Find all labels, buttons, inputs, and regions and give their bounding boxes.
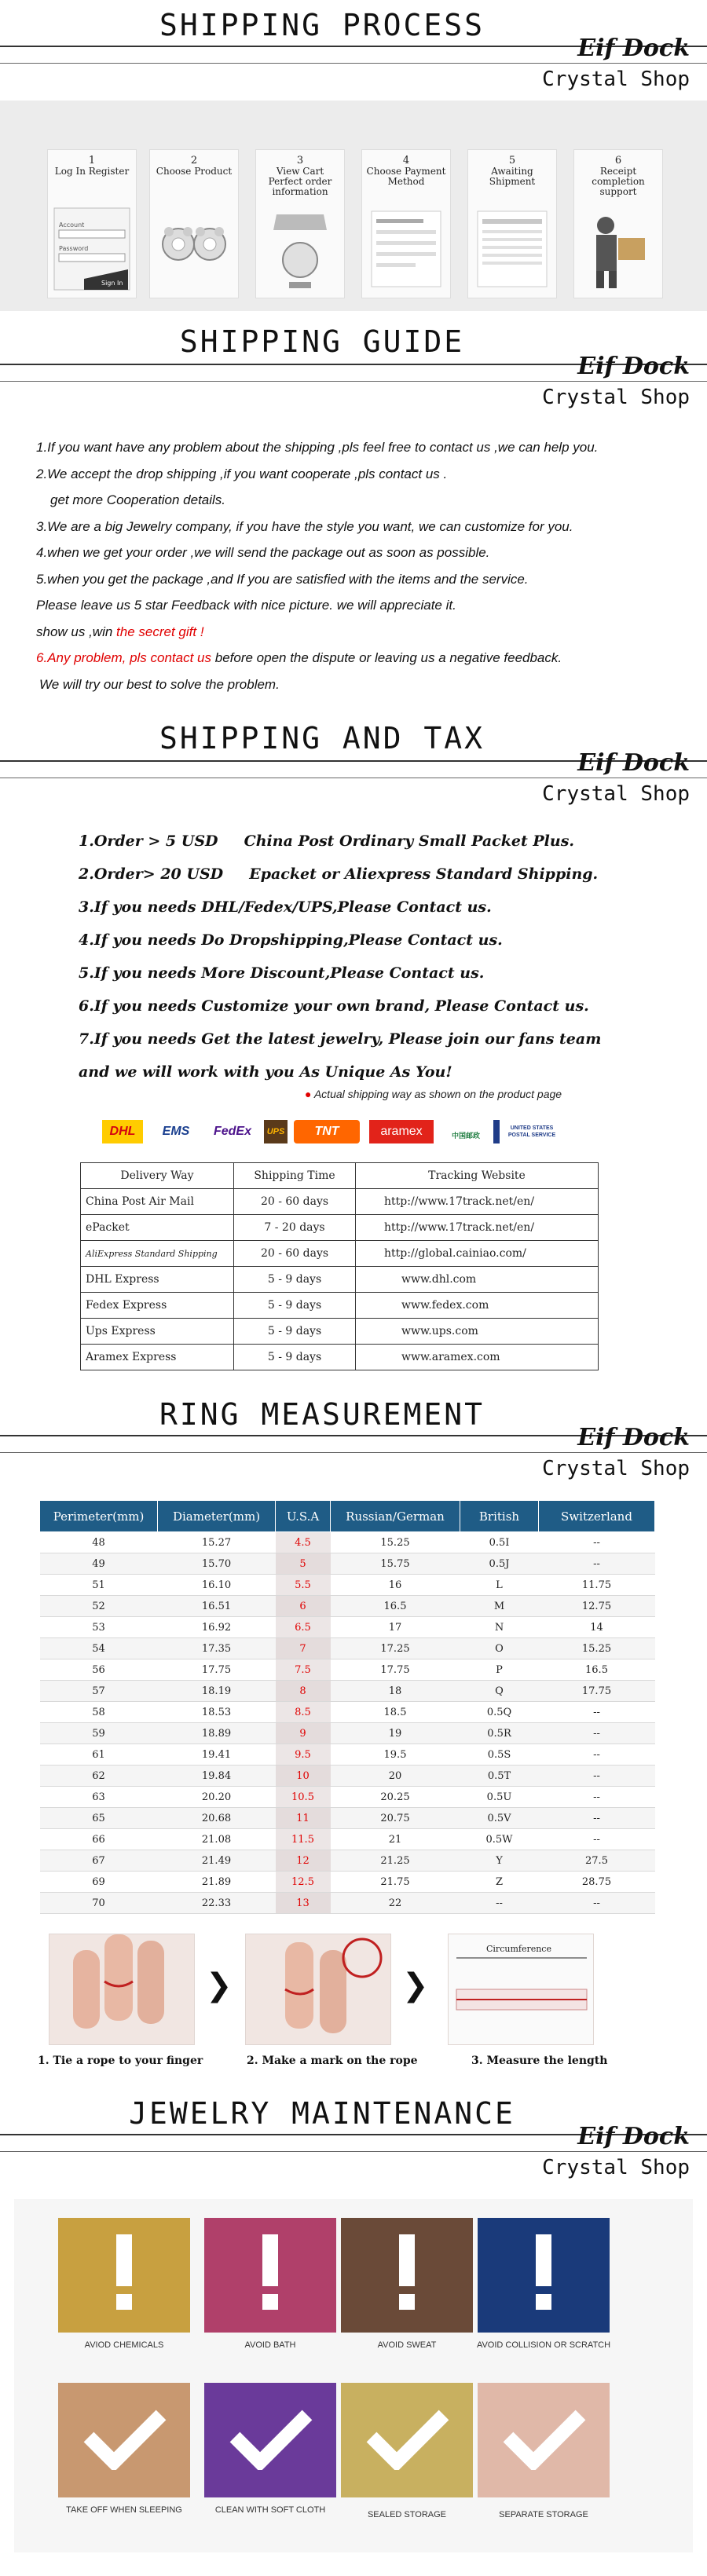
table-row: [40, 1829, 655, 1850]
guide-line: 4.when we get your order ,we will send the package out as soon as possible.: [36, 545, 490, 560]
guide-line: 1.If you want have any problem about the shipping ,pls feel free to contact us ,we can help you.: [36, 440, 599, 455]
aramex-logo: aramex: [369, 1120, 434, 1143]
guide-number: 6.: [36, 650, 48, 665]
cell: 5.5: [276, 1575, 331, 1596]
column-header: Shipping Time: [234, 1163, 356, 1189]
measure-step-image: [448, 1934, 594, 2045]
check-icon: [500, 2407, 587, 2473]
brand-subtitle: Crystal Shop: [542, 68, 690, 91]
cell: 65: [40, 1808, 158, 1829]
cell: 20.25: [331, 1787, 460, 1808]
tracking-link[interactable]: http://global.cainiao.com/: [356, 1241, 599, 1267]
check-icon: [364, 2407, 450, 2473]
cell: Z: [460, 1872, 539, 1893]
table-row: [40, 1659, 655, 1681]
maintenance-caption: CLEAN WITH SOFT CLOTH: [214, 2505, 326, 2515]
cell: 5 - 9 days: [234, 1319, 356, 1345]
table-row: [40, 1681, 655, 1702]
cell: ePacket: [81, 1215, 234, 1241]
cell: 18.89: [158, 1723, 276, 1744]
ups-logo: UPS: [264, 1120, 288, 1143]
ems-logo: EMS: [162, 1125, 190, 1138]
cell: --: [539, 1893, 655, 1914]
cell: 0.5U: [460, 1787, 539, 1808]
cell: 12.5: [276, 1872, 331, 1893]
cell: 16.51: [158, 1596, 276, 1617]
section-title: SHIPPING PROCESS: [159, 8, 485, 42]
guide-line: We will try our best to solve the problem.: [39, 676, 280, 692]
cell: 52: [40, 1596, 158, 1617]
step-label: Log In Register: [54, 166, 130, 177]
cell: 19.84: [158, 1766, 276, 1787]
tax-line: 5.If you needs More Discount,Please Contact us.: [79, 964, 485, 982]
guide-line: 2.We accept the drop shipping ,if you want cooperate ,pls contact us .: [36, 466, 448, 481]
brand-subtitle: Crystal Shop: [542, 386, 690, 409]
measure-step-caption: 1. Tie a rope to your finger: [38, 2055, 203, 2067]
cell: 10: [276, 1766, 331, 1787]
tax-line: 7.If you needs Get the latest jewelry, Please join our fans team: [79, 1030, 602, 1048]
cell: China Post Air Mail: [81, 1189, 234, 1215]
cell: 0.5T: [460, 1766, 539, 1787]
shipment-form-icon: [473, 207, 551, 291]
cell: 16.10: [158, 1575, 276, 1596]
step-label: Choose Payment Method: [366, 166, 446, 187]
cell: 15.25: [331, 1532, 460, 1553]
earring-product-icon: [155, 207, 233, 291]
cell: 20.75: [331, 1808, 460, 1829]
cell: 67: [40, 1850, 158, 1872]
cell: 17.75: [539, 1681, 655, 1702]
table-row: [81, 1215, 599, 1241]
cell: Fedex Express: [81, 1293, 234, 1319]
cell: 8.5: [276, 1702, 331, 1723]
maintenance-caption: AVOID SWEAT: [377, 2340, 437, 2350]
cell: 8: [276, 1681, 331, 1702]
cell: Q: [460, 1681, 539, 1702]
brand-subtitle: Crystal Shop: [542, 782, 690, 806]
shipping-tax-list: [79, 825, 676, 1089]
maintenance-tile-sleeping: [58, 2383, 190, 2497]
cell: --: [460, 1893, 539, 1914]
carrier-logos: [102, 1115, 605, 1150]
process-step: [149, 149, 239, 298]
cell: 53: [40, 1617, 158, 1638]
tax-line: 3.If you needs DHL/Fedex/UPS,Please Contact us.: [79, 898, 492, 916]
cell: 0.5W: [460, 1829, 539, 1850]
cell: 11: [276, 1808, 331, 1829]
warning-icon: [525, 2234, 562, 2316]
delivery-person-icon: [579, 207, 658, 291]
cell: 19: [331, 1723, 460, 1744]
cell: 28.75: [539, 1872, 655, 1893]
table-row: [40, 1532, 655, 1553]
cart-icon: [261, 207, 339, 291]
fedex-logo: FedEx: [213, 1125, 251, 1138]
section-title: JEWELRY MAINTENANCE: [129, 2096, 515, 2131]
cell: 11.75: [539, 1575, 655, 1596]
cell: 18.53: [158, 1702, 276, 1723]
cell: 17.35: [158, 1638, 276, 1659]
maintenance-panel: [14, 2199, 693, 2552]
cell: --: [539, 1829, 655, 1850]
cell: Y: [460, 1850, 539, 1872]
table-row: [81, 1189, 599, 1215]
cell: 5 - 9 days: [234, 1293, 356, 1319]
cell: 6.5: [276, 1617, 331, 1638]
cell: --: [539, 1702, 655, 1723]
section-header-guide: [0, 318, 707, 409]
table-row: [40, 1787, 655, 1808]
cell: P: [460, 1659, 539, 1681]
maintenance-caption: AVIOD CHEMICALS: [84, 2340, 164, 2350]
cell: AliExpress Standard Shipping: [81, 1241, 234, 1267]
section-title: RING MEASUREMENT: [159, 1397, 485, 1432]
cell: 69: [40, 1872, 158, 1893]
table-row: [40, 1766, 655, 1787]
cell: 17.75: [331, 1659, 460, 1681]
cell: 22.33: [158, 1893, 276, 1914]
guide-line: Please leave us 5 star Feedback with nice picture. we will appreciate it.: [36, 598, 456, 613]
cell: 5 - 9 days: [234, 1267, 356, 1293]
cell: 17.25: [331, 1638, 460, 1659]
tax-line: 2.Order> 20 USD Epacket or Aliexpress Standard Shipping.: [79, 865, 599, 883]
cell: 10.5: [276, 1787, 331, 1808]
payment-form-icon: [367, 207, 445, 291]
step-label: Awaiting Shipment: [489, 166, 536, 187]
usps-logo: UNITED STATES POSTAL SERVICE: [493, 1120, 564, 1143]
contact-us-text: Any problem, pls contact us: [47, 650, 212, 665]
maintenance-tile-bath: [204, 2218, 336, 2333]
cell: 0.5V: [460, 1808, 539, 1829]
cell: 12: [276, 1850, 331, 1872]
cell: 20: [331, 1766, 460, 1787]
cell: 15.27: [158, 1532, 276, 1553]
section-title: SHIPPING GUIDE: [179, 324, 465, 359]
cell: O: [460, 1638, 539, 1659]
process-step: [47, 149, 137, 298]
cell: 9: [276, 1723, 331, 1744]
table-row: [40, 1553, 655, 1575]
step-number: 2: [190, 155, 198, 166]
cell: 22: [331, 1893, 460, 1914]
ruler-icon: [449, 1934, 595, 2046]
step-number: 5: [508, 155, 516, 166]
brand-name: Eif Dock: [577, 353, 690, 380]
brand-name: Eif Dock: [577, 35, 690, 62]
table-header-row: [40, 1501, 655, 1532]
cell: 62: [40, 1766, 158, 1787]
table-row: [40, 1893, 655, 1914]
table-row: [81, 1267, 599, 1293]
cell: --: [539, 1532, 655, 1553]
ring-size-table: [39, 1500, 655, 1914]
cell: 63: [40, 1787, 158, 1808]
cell: M: [460, 1596, 539, 1617]
cell: --: [539, 1766, 655, 1787]
cell: 21.49: [158, 1850, 276, 1872]
cell: 18.19: [158, 1681, 276, 1702]
tracking-link[interactable]: www.dhl.com: [356, 1267, 599, 1293]
cell: 51: [40, 1575, 158, 1596]
check-icon: [81, 2407, 167, 2473]
step-number: 6: [614, 155, 622, 166]
cell: 0.5I: [460, 1532, 539, 1553]
cell: 16: [331, 1575, 460, 1596]
cell: 20.20: [158, 1787, 276, 1808]
cell: Ups Express: [81, 1319, 234, 1345]
cell: N: [460, 1617, 539, 1638]
cell: 6: [276, 1596, 331, 1617]
tax-line: 4.If you needs Do Dropshipping,Please Contact us.: [79, 931, 503, 949]
table-row: [40, 1850, 655, 1872]
guide-line: [36, 645, 696, 671]
cell: 21.89: [158, 1872, 276, 1893]
section-title: SHIPPING AND TAX: [159, 721, 485, 756]
guide-text: before open the dispute or leaving us a negative feedback.: [211, 650, 562, 665]
table-row: [40, 1575, 655, 1596]
guide-line: get more Cooperation details.: [50, 492, 226, 507]
cell: DHL Express: [81, 1267, 234, 1293]
cell: 9.5: [276, 1744, 331, 1766]
measure-step-image: [49, 1934, 195, 2045]
table-row: [81, 1293, 599, 1319]
process-step: [573, 149, 663, 298]
login-button-label: Sign In: [101, 280, 123, 287]
cell: 14: [539, 1617, 655, 1638]
cell: 19.5: [331, 1744, 460, 1766]
divider: [0, 2151, 707, 2152]
measure-step-caption: 2. Make a mark on the rope: [247, 2055, 418, 2067]
step-label: Receipt completion support: [592, 166, 645, 197]
cell: 15.25: [539, 1638, 655, 1659]
cell: 59: [40, 1723, 158, 1744]
cell: 11.5: [276, 1829, 331, 1850]
maintenance-tile-cloth: [204, 2383, 336, 2497]
divider: [0, 381, 707, 382]
section-header-tax: [0, 715, 707, 806]
column-header: Delivery Way: [81, 1163, 234, 1189]
cell: 7 - 20 days: [234, 1215, 356, 1241]
shipping-method-table: [80, 1162, 599, 1370]
cell: --: [539, 1744, 655, 1766]
cell: 0.5J: [460, 1553, 539, 1575]
column-header: British: [460, 1501, 539, 1532]
cell: 48: [40, 1532, 158, 1553]
column-header: Russian/German: [331, 1501, 460, 1532]
dhl-logo: DHL: [102, 1120, 143, 1143]
cell: 21.75: [331, 1872, 460, 1893]
guide-text: show us ,win: [36, 624, 117, 639]
cell: 20 - 60 days: [234, 1241, 356, 1267]
column-header: Switzerland: [539, 1501, 655, 1532]
step-number: 1: [88, 155, 96, 166]
tracking-link[interactable]: www.aramex.com: [356, 1345, 599, 1370]
column-header: U.S.A: [276, 1501, 331, 1532]
cell: --: [539, 1723, 655, 1744]
finger-rope-icon: [49, 1934, 196, 2046]
cell: 12.75: [539, 1596, 655, 1617]
brand-name: Eif Dock: [577, 2123, 690, 2150]
cell: 18.5: [331, 1702, 460, 1723]
tax-line: 1.Order > 5 USD China Post Ordinary Small Packet Plus.: [79, 832, 575, 850]
maintenance-tile-sweat: [341, 2218, 473, 2333]
process-step: [255, 149, 345, 298]
tracking-link[interactable]: http://www.17track.net/en/: [356, 1189, 599, 1215]
cell: 16.92: [158, 1617, 276, 1638]
cell: 57: [40, 1681, 158, 1702]
login-form-icon: [53, 207, 131, 291]
cell: 7: [276, 1638, 331, 1659]
cell: --: [539, 1808, 655, 1829]
cell: 0.5S: [460, 1744, 539, 1766]
brand-name: Eif Dock: [577, 749, 690, 777]
shipping-note-text: Actual shipping way as shown on the product page: [313, 1088, 562, 1100]
cell: 0.5Q: [460, 1702, 539, 1723]
cell: 17.75: [158, 1659, 276, 1681]
tracking-link[interactable]: www.ups.com: [356, 1319, 599, 1345]
step-label: Choose Product: [156, 166, 233, 177]
cell: 4.5: [276, 1532, 331, 1553]
section-header-ring: [0, 1386, 707, 1480]
cell: 21.25: [331, 1850, 460, 1872]
section-header-process: [0, 0, 707, 91]
guide-line: 5.when you get the package ,and If you are satisfied with the items and the service.: [36, 571, 529, 587]
cell: 70: [40, 1893, 158, 1914]
secret-gift-text: the secret gift !: [116, 624, 204, 639]
cell: 16.5: [331, 1596, 460, 1617]
measure-step-image: [245, 1934, 391, 2045]
divider: [0, 1452, 707, 1453]
next-arrow-icon: ❯: [402, 1967, 429, 2003]
cell: 20 - 60 days: [234, 1189, 356, 1215]
warning-icon: [251, 2234, 289, 2316]
warning-icon: [105, 2234, 143, 2316]
login-field-label: Account: [59, 221, 85, 229]
table-row: [40, 1872, 655, 1893]
tnt-logo: TNT: [294, 1120, 360, 1143]
section-header-maintenance: [0, 2085, 707, 2179]
brand-subtitle: Crystal Shop: [542, 2156, 690, 2179]
cell: 13: [276, 1893, 331, 1914]
column-header: Perimeter(mm): [40, 1501, 158, 1532]
cell: 49: [40, 1553, 158, 1575]
cell: 7.5: [276, 1659, 331, 1681]
cell: 61: [40, 1744, 158, 1766]
cell: 18: [331, 1681, 460, 1702]
column-header: Diameter(mm): [158, 1501, 276, 1532]
cell: L: [460, 1575, 539, 1596]
maintenance-tile-sealed: [341, 2383, 473, 2497]
measure-step-caption: 3. Measure the length: [471, 2055, 608, 2067]
guide-line: 3.We are a big Jewelry company, if you have the style you want, we can customize for you.: [36, 518, 573, 534]
maintenance-caption: SEALED STORAGE: [367, 2510, 447, 2519]
table-header-row: [81, 1163, 599, 1189]
table-row: [40, 1596, 655, 1617]
step-label: View Cart Perfect order information: [268, 166, 332, 197]
table-row: [40, 1744, 655, 1766]
next-arrow-icon: ❯: [206, 1967, 233, 2003]
cell: 56: [40, 1659, 158, 1681]
table-row: [40, 1723, 655, 1744]
step-number: 4: [402, 155, 410, 166]
mark-rope-icon: [246, 1934, 392, 2046]
cell: 58: [40, 1702, 158, 1723]
brand-name: Eif Dock: [577, 1424, 690, 1451]
china-post-logo: 中国邮政: [451, 1132, 480, 1140]
cell: 5 - 9 days: [234, 1345, 356, 1370]
brand-subtitle: Crystal Shop: [542, 1457, 690, 1480]
cell: --: [539, 1787, 655, 1808]
tax-line: and we will work with you As Unique As You!: [79, 1063, 452, 1081]
maintenance-caption: AVOID COLLISION OR SCRATCH: [476, 2340, 611, 2350]
table-row: [81, 1319, 599, 1345]
warning-icon: [388, 2234, 426, 2316]
tax-line: 6.If you needs Customize your own brand, Please Contact us.: [79, 997, 589, 1015]
maintenance-caption: TAKE OFF WHEN SLEEPING: [66, 2505, 182, 2515]
cell: 16.5: [539, 1659, 655, 1681]
maintenance-caption: SEPARATE STORAGE: [499, 2510, 588, 2519]
cell: 19.41: [158, 1744, 276, 1766]
cell: 54: [40, 1638, 158, 1659]
check-icon: [227, 2407, 313, 2473]
process-step: [467, 149, 557, 298]
cell: 15.75: [331, 1553, 460, 1575]
maintenance-tile-chemicals: [58, 2218, 190, 2333]
tracking-link[interactable]: http://www.17track.net/en/: [356, 1215, 599, 1241]
cell: Aramex Express: [81, 1345, 234, 1370]
table-row: [40, 1638, 655, 1659]
table-row: [81, 1345, 599, 1370]
divider: [0, 63, 707, 64]
tracking-link[interactable]: www.fedex.com: [356, 1293, 599, 1319]
cell: 5: [276, 1553, 331, 1575]
login-field-label: Password: [59, 245, 89, 252]
table-row: [40, 1808, 655, 1829]
cell: 15.70: [158, 1553, 276, 1575]
maintenance-tile-collision: [478, 2218, 610, 2333]
cell: 27.5: [539, 1850, 655, 1872]
table-row: [81, 1241, 599, 1267]
column-header: Tracking Website: [356, 1163, 599, 1189]
shipping-note: [305, 1088, 562, 1100]
process-step: [361, 149, 451, 298]
cell: 66: [40, 1829, 158, 1850]
cell: 17: [331, 1617, 460, 1638]
cell: 20.68: [158, 1808, 276, 1829]
table-row: [40, 1617, 655, 1638]
cell: 0.5R: [460, 1723, 539, 1744]
guide-line: [36, 619, 696, 646]
cell: 21.08: [158, 1829, 276, 1850]
step-number: 3: [296, 155, 304, 166]
maintenance-tile-separate: [478, 2383, 610, 2497]
table-row: [40, 1702, 655, 1723]
shipping-process-panel: [0, 101, 707, 311]
shipping-guide-text: [36, 434, 696, 697]
maintenance-caption: AVOID BATH: [244, 2340, 296, 2350]
bullet-icon: ●: [305, 1088, 312, 1100]
cell: --: [539, 1553, 655, 1575]
circumference-label: Circumference: [486, 1944, 551, 1954]
cell: 21: [331, 1829, 460, 1850]
